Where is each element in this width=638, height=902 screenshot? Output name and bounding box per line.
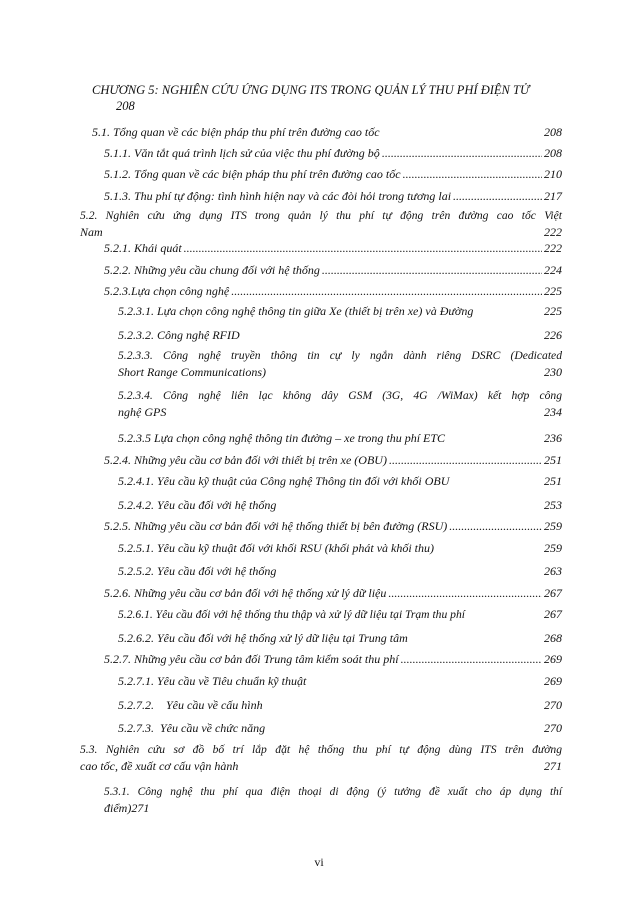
toc-entry-title: 5.2.5.1. Yêu cầu kỹ thuật đối với khối RSU (khối phát và khối thu) <box>118 541 435 555</box>
toc-entry-title: 5.2.5. Những yêu cầu cơ bản đối với hệ thống thiết bị bên đường (RSU) <box>104 519 448 533</box>
toc-entry-title: 5.2. Nghiên cứu ứng dụng ITS trong quản lý thu phí tự động trên đường cao tốc Việt <box>80 209 562 222</box>
toc-entry-title: 5.1.1. Văn tắt quá trình lịch sử của việc thu phí đường bộ <box>104 146 380 160</box>
leader-dots <box>401 651 542 667</box>
toc-entry-page: 267 <box>544 607 562 621</box>
toc-entry[interactable] <box>118 630 562 646</box>
toc-entry[interactable] <box>80 742 562 774</box>
toc-entry-title: 5.1.3. Thu phí tự động: tình hình hiện nay và các đòi hỏi trong tương lai <box>104 189 452 203</box>
toc-entry-title: 5.2.7. Những yêu cầu cơ bản đối Trung tâm kiểm soát thu phí <box>104 652 399 666</box>
toc-entry-title: 5.2.4. Những yêu cầu cơ bản đối với thiết bị trên xe (OBU) <box>104 453 387 467</box>
toc-entry[interactable] <box>104 240 562 256</box>
toc-entry[interactable] <box>104 145 562 161</box>
toc-entry-page: 251 <box>544 453 562 467</box>
toc-entry-title: 5.2.4.1. Yêu cầu kỹ thuật của Công nghệ Thông tin đối với khối OBU <box>118 474 450 488</box>
toc-entry[interactable] <box>118 348 562 380</box>
toc-entry-title: 5.2.5.2. Yêu cầu đối với hệ thống <box>118 564 277 578</box>
toc-entry-page: 210 <box>544 167 562 181</box>
leader-dots <box>389 452 542 468</box>
toc-entry-title-cont: nghệ GPS <box>118 405 167 419</box>
toc-entry[interactable] <box>118 697 562 713</box>
toc-entry-page: 267 <box>544 586 562 600</box>
toc-entry-title-cont: cao tốc, đề xuất cơ cấu vận hành <box>80 759 239 773</box>
toc-entry-title-cont: điểm) <box>104 801 132 815</box>
toc-entry-page: 269 <box>544 652 562 666</box>
leader-dots <box>388 585 542 601</box>
toc-entry-title: 5.2.2. Những yêu cầu chung đối với hệ thống <box>104 263 320 277</box>
toc-entry[interactable] <box>104 651 562 667</box>
toc-entry[interactable] <box>104 585 562 601</box>
toc-entry-page: 270 <box>544 698 562 712</box>
toc-entry-page: 226 <box>544 328 562 342</box>
toc-entry-title: 5.2.3.5 Lựa chọn công nghệ thông tin đường – xe trong thu phí ETC <box>118 431 446 445</box>
toc-entry-title: 5.2.3.1. Lựa chọn công nghệ thông tin giữa Xe (thiết bị trên xe) và Đường <box>118 304 474 318</box>
leader-dots <box>453 188 542 204</box>
toc-entry[interactable] <box>118 720 562 736</box>
toc-entry-title: 5.2.6.1. Yêu cầu đối với hệ thống thu thập và xử lý dữ liệu tại Trạm thu phí <box>118 608 465 621</box>
leader-dots <box>449 518 542 534</box>
toc-entry-title: 5.2.3.2. Công nghệ RFID <box>118 328 240 342</box>
toc-entry-title: 5.1. Tổng quan về các biện pháp thu phí trên đường cao tốc <box>92 125 380 139</box>
toc-entry[interactable] <box>118 388 562 420</box>
toc-entry-page: 271 <box>544 759 562 773</box>
toc-entry-title-cont: Short Range Communications) <box>118 365 266 379</box>
toc-entry-title: 5.2.6. Những yêu cầu cơ bản đối với hệ thống xử lý dữ liệu <box>104 586 387 600</box>
toc-entry-title: 5.2.7.2. Yêu cầu về cấu hình <box>118 698 263 712</box>
toc-entry-title: 5.2.3.4. Công nghệ liên lạc không dây GSM (3G, 4G /WiMax) kết hợp công <box>118 389 562 402</box>
chapter-page: 208 <box>116 99 135 113</box>
toc-entry[interactable] <box>118 606 562 623</box>
toc-entry-page: 251 <box>544 474 562 488</box>
toc-entry[interactable] <box>104 784 562 816</box>
toc-entry-page: 270 <box>544 721 562 735</box>
toc-entry[interactable] <box>118 563 562 579</box>
toc-entry-page: 225 <box>544 284 562 298</box>
toc-entry[interactable] <box>118 327 562 343</box>
toc-entry-title: 5.2.7.1. Yêu cầu về Tiêu chuẩn kỹ thuật <box>118 674 307 688</box>
toc-entry-page: 230 <box>544 365 562 379</box>
leader-dots <box>322 262 542 278</box>
leader-dots <box>403 166 542 182</box>
toc-entry-title: 5.2.1. Khái quát <box>104 241 182 255</box>
toc-entry-page: 224 <box>544 263 562 277</box>
toc-entry-page: 208 <box>544 146 562 160</box>
toc-entry[interactable] <box>104 262 562 278</box>
chapter-heading <box>92 82 562 114</box>
toc-entry-page: 217 <box>544 189 562 203</box>
toc-entry[interactable] <box>104 188 562 204</box>
leader-dots <box>382 145 542 161</box>
toc-entry[interactable] <box>118 673 562 689</box>
leader-dots <box>184 240 542 256</box>
toc-entry-page: 225 <box>544 304 562 318</box>
toc-entry-page: 234 <box>544 405 562 419</box>
toc-entry-title: 5.2.6.2. Yêu cầu đối với hệ thống xử lý dữ liệu tại Trung tâm <box>118 631 408 645</box>
toc-entry[interactable] <box>92 124 562 140</box>
toc-entry[interactable] <box>118 430 562 446</box>
leader-dots <box>231 283 542 299</box>
toc-entry-title-cont: Nam <box>80 225 103 239</box>
toc-entry-title: 5.3. Nghiên cứu sơ đồ bố trí lắp đặt hệ thống thu phí tự động dùng ITS trên đường <box>80 743 562 756</box>
toc-entry-title: 5.2.7.3. Yêu cầu về chức năng <box>118 721 266 735</box>
toc-entry-page: 263 <box>544 564 562 578</box>
toc-entry-title: 5.2.4.2. Yêu cầu đối với hệ thống <box>118 498 277 512</box>
toc-entry-page: 271 <box>131 801 150 815</box>
toc-entry-page: 253 <box>544 498 562 512</box>
toc-entry[interactable] <box>118 303 562 319</box>
toc-entry[interactable] <box>118 497 562 513</box>
page-number: vi <box>314 855 324 869</box>
toc-entry-title: 5.2.3.3. Công nghệ truyền thông tin cự ly ngắn dành riêng DSRC (Dedicated <box>118 349 562 362</box>
toc-entry[interactable] <box>118 540 562 556</box>
toc-entry[interactable] <box>104 452 562 468</box>
toc-entry-page: 222 <box>544 225 562 239</box>
toc-entry-page: 259 <box>544 519 562 533</box>
toc-entry-title: 5.2.3.Lựa chọn công nghệ <box>104 284 230 298</box>
toc-entry-title: 5.3.1. Công nghệ thu phí qua điện thoại di động (ý tưởng đề xuất cho áp dụng thí <box>104 786 562 798</box>
toc-entry-title: 5.1.2. Tổng quan về các biện pháp thu phí trên đường cao tốc <box>104 167 401 181</box>
toc-entry-page: 259 <box>544 541 562 555</box>
toc-entry-page: 208 <box>544 125 562 139</box>
toc-entry-page: 236 <box>544 431 562 445</box>
toc-entry-page: 269 <box>544 674 562 688</box>
toc-entry[interactable] <box>104 283 562 299</box>
toc-entry-page: 268 <box>544 631 562 645</box>
toc-entry[interactable] <box>80 208 562 240</box>
toc-entry[interactable] <box>104 518 562 534</box>
toc-entry[interactable] <box>118 473 562 489</box>
toc-entry-page: 222 <box>544 241 562 255</box>
toc-entry[interactable] <box>104 166 562 182</box>
chapter-title: CHƯƠNG 5: NGHIÊN CỨU ỨNG DỤNG ITS TRONG QUẢN LÝ THU PHÍ ĐIỆN TỬ <box>92 83 530 97</box>
